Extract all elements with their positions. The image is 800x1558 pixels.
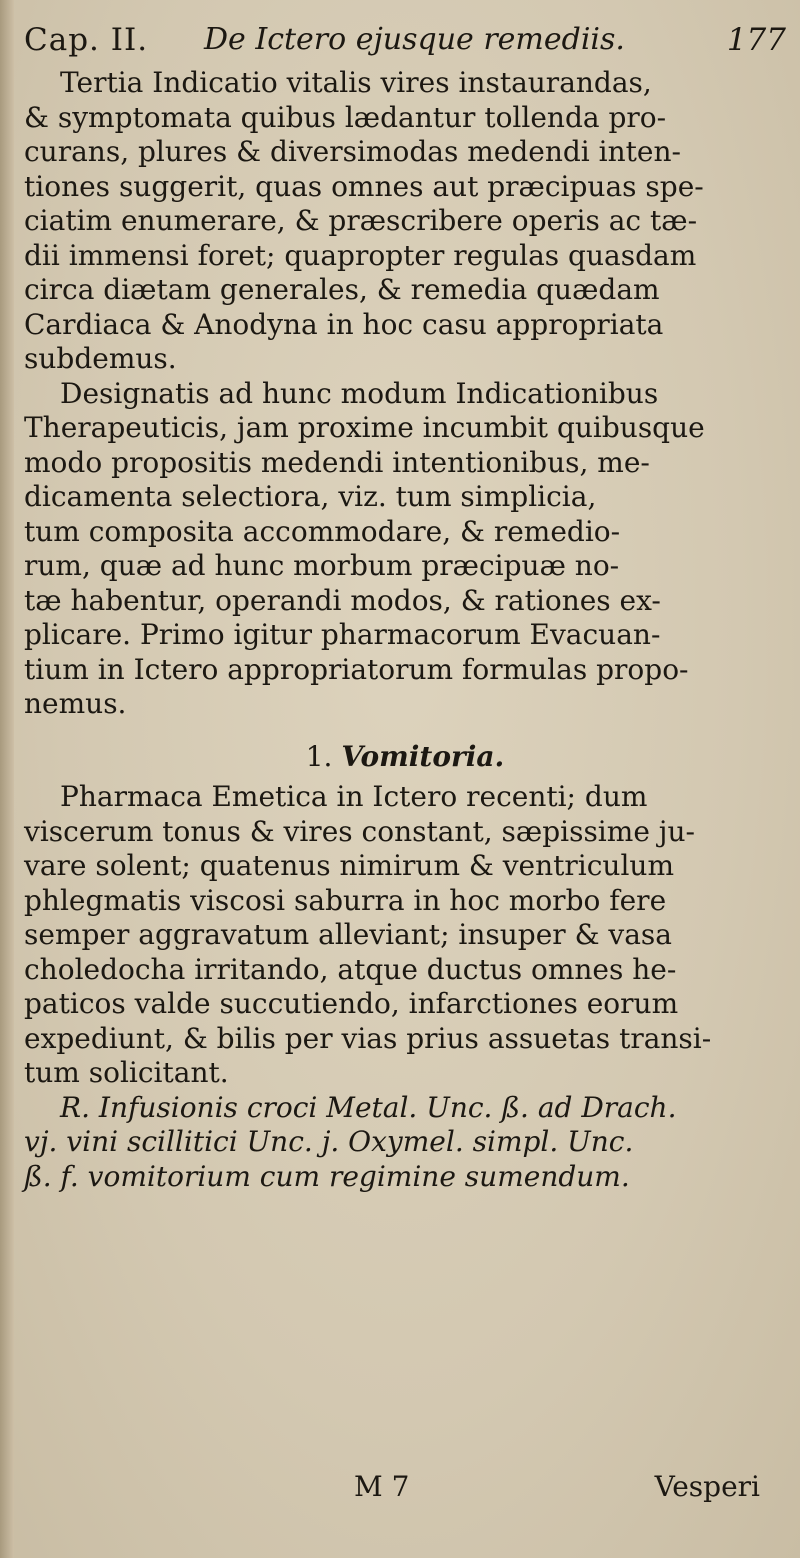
section-paragraph <box>24 780 786 1091</box>
text-line: & symptomata quibus lædantur tollenda pro- <box>24 100 667 134</box>
text-line: ciatim enumerare, & præscribere operis ac tæ- <box>24 204 698 237</box>
text-line: tum composita accommodare, & remedio- <box>24 514 621 548</box>
text-line: expediunt, & bilis per vias prius assuetas transi- <box>24 1021 712 1055</box>
signature-mark: M 7 <box>354 1470 410 1503</box>
text-line: tiones suggerit, quas omnes aut præcipuas spe- <box>24 169 704 203</box>
text-line: plicare. Primo igitur pharmacorum Evacuan- <box>24 618 661 651</box>
paragraph <box>24 66 786 377</box>
chapter-label: Cap. II. <box>24 22 149 58</box>
text-line: tæ habentur, operandi modos, & rationes ex- <box>24 583 661 617</box>
running-header <box>24 18 786 62</box>
recipe-block <box>24 1091 786 1195</box>
section-heading <box>24 740 786 775</box>
text-line: Therapeuticis, jam proxime incumbit quibusque <box>24 411 705 444</box>
page-number: 177 <box>726 22 786 58</box>
text-line: choledocha irritando, atque ductus omnes he- <box>24 952 677 986</box>
text-line: ß. f. vomitorium cum regimine sumendum. <box>24 1159 630 1193</box>
text-line: curans, plures & diversimodas medendi inten- <box>24 135 681 168</box>
page-gutter <box>0 0 14 1558</box>
text-line: vare solent; quatenus nimirum & ventriculum <box>24 849 675 882</box>
text-line: Pharmaca Emetica in Ictero recenti; dum <box>60 780 648 813</box>
text-line: Tertia Indicatio vitalis vires instaurandas, <box>60 66 652 99</box>
running-title: De Ictero ejusque remediis. <box>204 22 625 57</box>
text-line: vj. vini scillitici Unc. j. Oxymel. simpl. Unc. <box>24 1125 634 1158</box>
text-line: tium in Ictero appropriatorum formulas propo- <box>24 652 689 686</box>
text-line: semper aggravatum alleviant; insuper & vasa <box>24 918 672 951</box>
text-line: R. Infusionis croci Metal. Unc. ß. ad Drach. <box>60 1090 677 1124</box>
text-line: paticos valde succutiendo, infarctiones eorum <box>24 987 679 1020</box>
text-line: Designatis ad hunc modum Indicationibus <box>60 376 659 410</box>
text-line: tum solicitant. <box>24 1056 229 1089</box>
text-line: circa diætam generales, & remedia quædam <box>24 273 660 306</box>
text-line: rum, quæ ad hunc morbum præcipuæ no- <box>24 549 620 582</box>
paragraph <box>24 377 786 722</box>
paragraph-group <box>24 66 786 722</box>
text-line: nemus. <box>24 687 127 720</box>
body-text <box>24 66 786 1194</box>
text-line: dicamenta selectiora, viz. tum simplicia, <box>24 480 597 513</box>
text-line: subdemus. <box>24 342 177 375</box>
section-title: Vomitoria. <box>341 739 505 773</box>
page-footer <box>24 1468 786 1506</box>
text-line: modo propositis medendi intentionibus, me- <box>24 445 650 479</box>
text-line: viscerum tonus & vires constant, sæpissime ju- <box>24 814 695 848</box>
catchword: Vesperi <box>654 1470 760 1503</box>
text-line: dii immensi foret; quapropter regulas quasdam <box>24 238 697 272</box>
text-line: Cardiaca & Anodyna in hoc casu appropriata <box>24 307 664 341</box>
text-line: phlegmatis viscosi saburra in hoc morbo fere <box>24 883 667 917</box>
section-number: 1. <box>305 739 333 773</box>
